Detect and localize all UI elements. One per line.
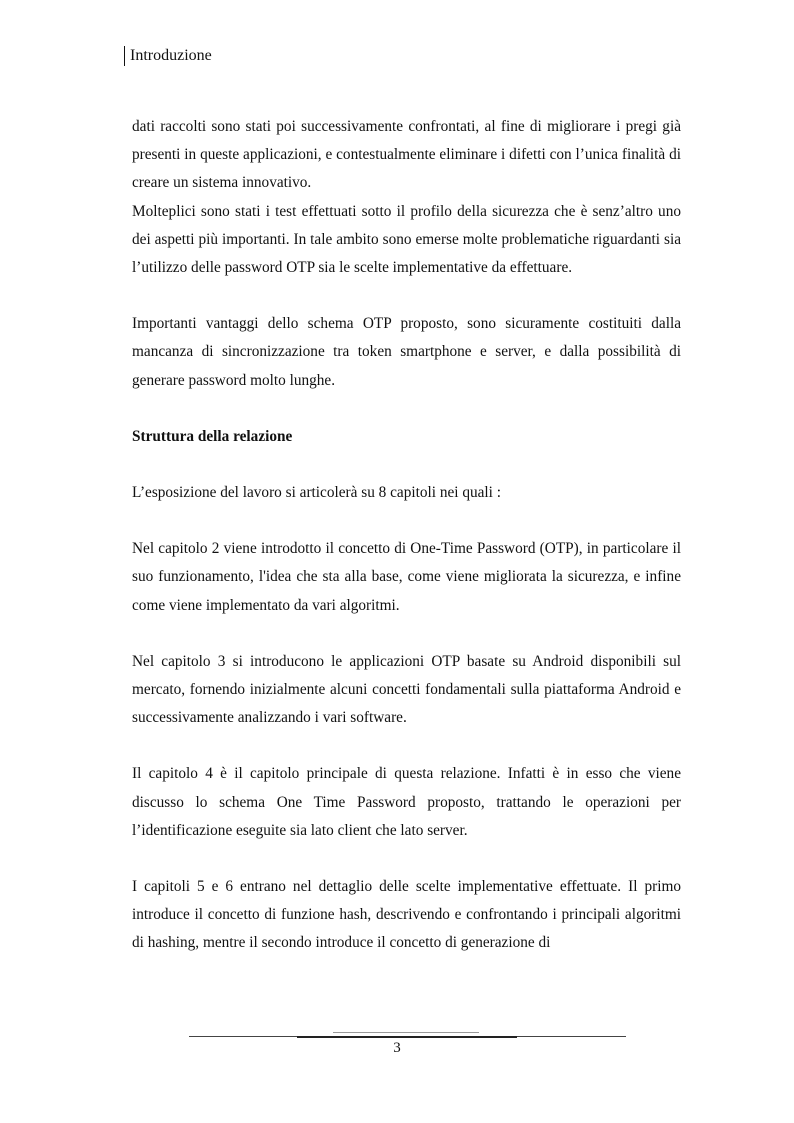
header-title: Introduzione: [130, 47, 212, 64]
paragraph-2: Molteplici sono stati i test effettuati sotto il profilo della sicurezza che è senz’altro uno dei aspetti più importanti. In tale ambito sono emerse molte problematiche riguardanti sia l’utilizzo delle password OTP sia le scelte implementative da effettuare.: [132, 202, 681, 277]
paragraph-1: dati raccolti sono stati poi successivamente confrontati, al fine di migliorare i pregi già presenti in queste applicazioni, e contestualmente eliminare i difetti con l’unica finalità di creare un sistema innovativo.: [132, 118, 681, 192]
spacer: [132, 845, 681, 873]
header-divider: [124, 46, 125, 66]
section-heading: Struttura della relazione: [132, 427, 293, 445]
spacer: [132, 507, 681, 535]
paragraph-3: Importanti vantaggi dello schema OTP proposto, sono sicuramente costituiti dalla mancanza di sincronizzazione tra token smartphone e server, e dalla possibilità di generare password molto lunghe.: [132, 315, 681, 389]
paragraph-6: Nel capitolo 3 si introducono le applicazioni OTP basate su Android disponibili sul mercato, fornendo inizialmente alcuni concetti fondamentali sulla piattaforma Android e successivamente analizzando i vari software.: [132, 652, 681, 727]
footer-rule-top: [333, 1032, 479, 1033]
spacer: [132, 620, 681, 648]
page-body: [132, 113, 681, 958]
paragraph-8: I capitoli 5 e 6 entrano nel dettaglio delle scelte implementative effettuate. Il primo introduce il concetto di funzione hash, descrivendo e confrontando i principali algoritmi di hashing, mentre il secondo introduce il concetto di generazione di: [132, 878, 681, 952]
spacer: [132, 395, 681, 423]
paragraph-4: L’esposizione del lavoro si articolerà su 8 capitoli nei quali :: [132, 484, 502, 502]
running-header: [124, 46, 212, 66]
page-number: 3: [393, 1040, 401, 1056]
footer-rule-center: [297, 1036, 517, 1038]
spacer: [132, 451, 681, 479]
paragraph-5: Nel capitolo 2 viene introdotto il concetto di One-Time Password (OTP), in particolare il suo funzionamento, l'idea che sta alla base, come viene migliorata la sicurezza, e infine come viene implementato da vari algoritmi.: [132, 540, 681, 614]
paragraph-7: Il capitolo 4 è il capitolo principale di questa relazione. Infatti è in esso che viene discusso lo schema One Time Password proposto, trattando le operazioni per l’identificazione eseguite sia lato client che lato server.: [132, 765, 681, 839]
spacer: [132, 732, 681, 760]
spacer: [132, 282, 681, 310]
